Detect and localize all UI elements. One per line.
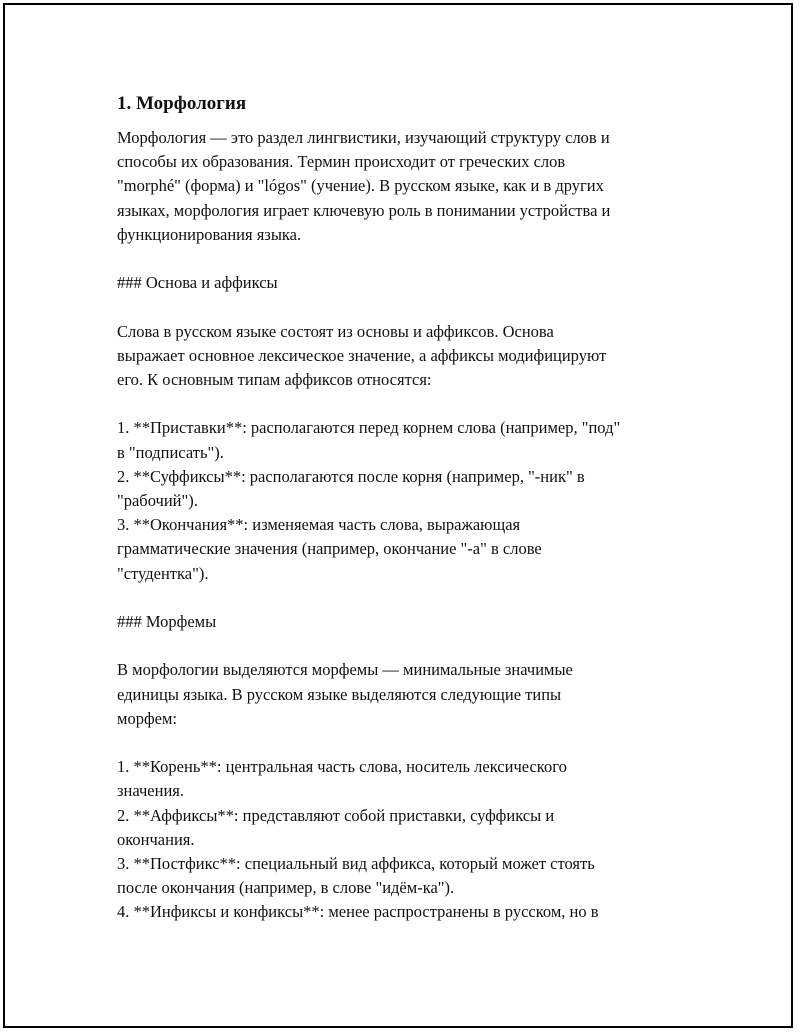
blank-line [117, 586, 687, 610]
text-line: его. К основным типам аффиксов относятся: [117, 370, 432, 389]
text-line: после окончания (например, в слове "идём-ка"). [117, 878, 455, 898]
text-line: грамматические значения (например, окончание "-а" в слове [117, 539, 542, 559]
text-line: "morphé" (форма) и "lógos" (учение). В русском языке, как и в других [117, 176, 604, 196]
text-line: 3. **Постфикс**: специальный вид аффикса, который может стоять [117, 854, 595, 873]
text-line: функционирования языка. [117, 224, 302, 244]
document-body [117, 92, 687, 925]
text-line: 2. **Суффиксы**: располагаются после корня (например, "-ник" в [117, 466, 585, 486]
blank-line [117, 731, 687, 755]
text-line: "студентка"). [117, 563, 209, 583]
text-line: В морфологии выделяются морфемы — минимальные значимые [117, 660, 573, 680]
blank-line [117, 634, 687, 658]
blank-line [117, 392, 687, 416]
text-line: окончания. [117, 829, 195, 849]
blank-line [117, 247, 687, 271]
section-heading-line: ### Морфемы [117, 612, 217, 631]
document-title: 1. Морфология [117, 93, 247, 114]
document-text [117, 126, 687, 925]
text-line: 1. **Приставки**: располагаются перед корнем слова (например, "под" [117, 418, 621, 438]
text-line: Морфология — это раздел лингвистики, изучающий структуру слов и [117, 128, 610, 147]
text-line: 2. **Аффиксы**: представляют собой приставки, суффиксы и [117, 805, 555, 825]
text-line: языках, морфология играет ключевую роль в понимании устройства и [117, 200, 611, 220]
text-line: 4. **Инфиксы и конфиксы**: менее распространены в русском, но в [117, 902, 599, 922]
section-heading-line: ### Основа и аффиксы [117, 273, 278, 293]
text-line: выражает основное лексическое значение, а аффиксы модифицируют [117, 345, 607, 365]
text-line: Слова в русском языке состоят из основы и аффиксов. Основа [117, 321, 554, 341]
text-line: единицы языка. В русском языке выделяются следующие типы [117, 684, 562, 704]
text-line: 1. **Корень**: центральная часть слова, носитель лексического [117, 757, 567, 777]
text-line: 3. **Окончания**: изменяемая часть слова, выражающая [117, 515, 521, 535]
text-line: в "подписать"). [117, 442, 224, 462]
text-line: способы их образования. Термин происходит от греческих слов [117, 152, 566, 172]
text-line: "рабочий"). [117, 491, 198, 510]
text-line: значения. [117, 781, 185, 801]
text-line: морфем: [117, 708, 177, 728]
blank-line [117, 295, 687, 319]
